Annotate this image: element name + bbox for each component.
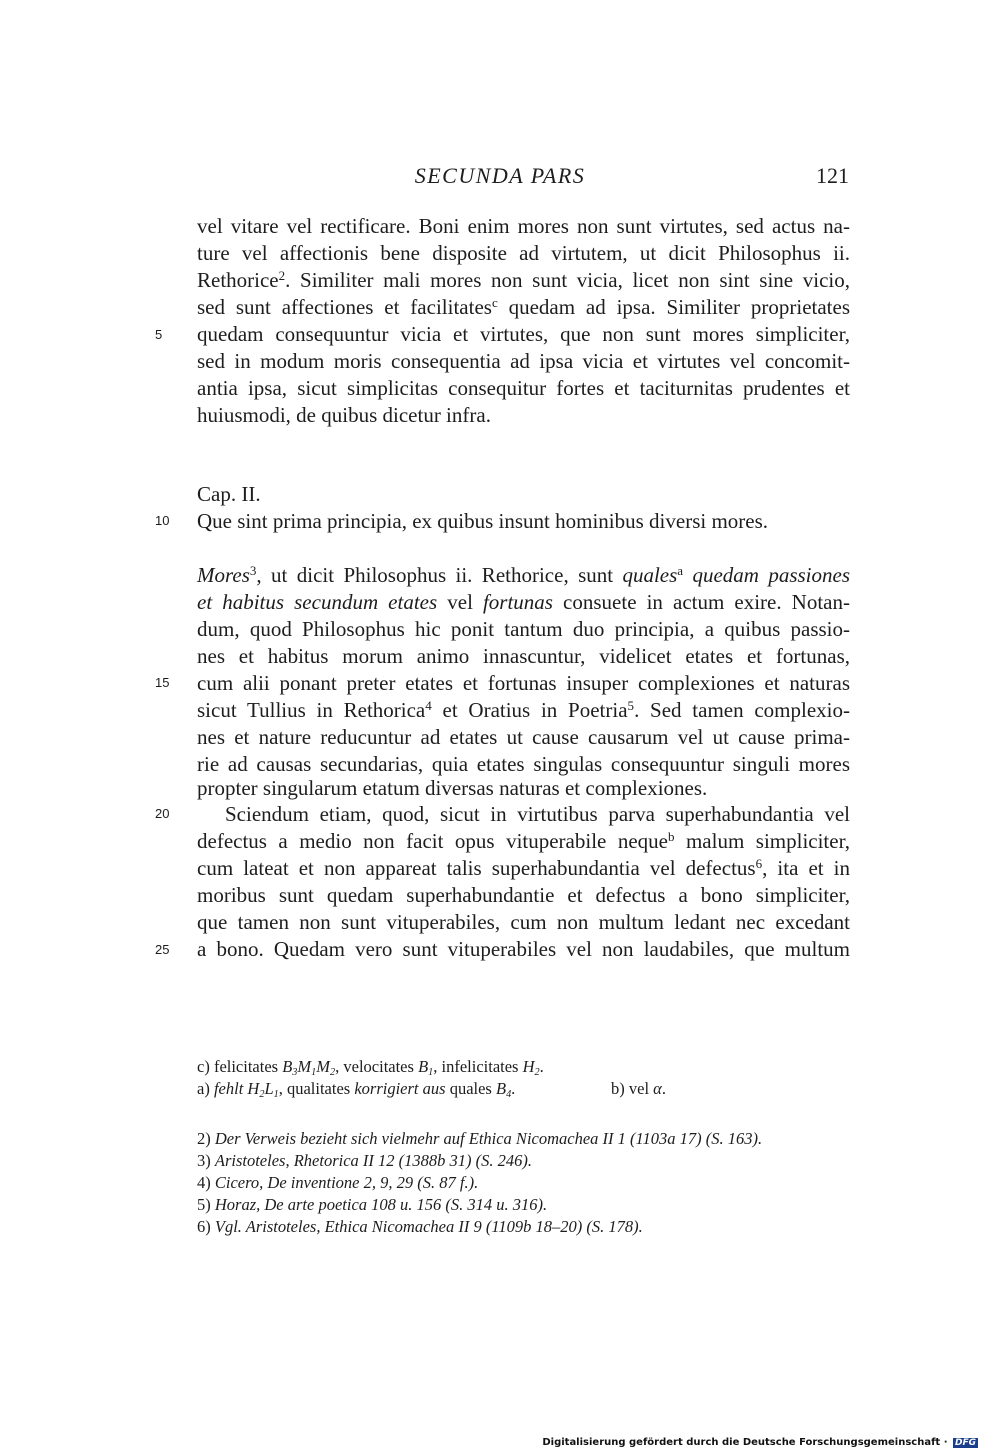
text-line: et habitus secundum etates vel fortunas consuete in actum exire. Notan- bbox=[197, 590, 850, 614]
line-number-15: 15 bbox=[155, 675, 170, 690]
text-line: cum alii ponant preter etates et fortunas insuper complexiones et naturas bbox=[197, 671, 850, 695]
text-line: defectus a medio non facit opus vituperabile neque$^b$ malum simpliciter, bbox=[197, 828, 850, 853]
dfg-logo: DFG bbox=[954, 1438, 976, 1448]
footnote-ref-5: 5 bbox=[627, 697, 635, 713]
text-line: Mores$^3$, ut dicit Philosophus ii. Rethorice, sunt quales$^a$ quedam passiones bbox=[197, 562, 850, 587]
funding-note: Digitalisierung gefördert durch die Deutsche Forschungsgemeinschaft · DFG bbox=[542, 1437, 976, 1448]
text-line: vel vitare vel rectificare. Boni enim mores non sunt virtutes, sed actus na- bbox=[197, 214, 850, 238]
line-number-25: 25 bbox=[155, 942, 170, 957]
text-line: sicut Tullius in Rethorica$^4$ et Oratius in Poetria$^5$. Sed tamen complexio- bbox=[197, 697, 850, 722]
apparatus-ref-c: c bbox=[491, 294, 498, 310]
text-line: moribus sunt quedam superhabundantie et defectus a bono simpliciter, bbox=[197, 883, 850, 907]
text-line: quedam consequuntur vicia et virtutes, que non sunt mores simpliciter, bbox=[197, 322, 850, 346]
text-line: sed sunt affectiones et facilitates$^c$ quedam ad ipsa. Similiter proprietates bbox=[197, 294, 850, 319]
text-line: nes et nature reducuntur ad etates ut cause causarum vel ut cause prima- bbox=[197, 725, 850, 749]
line-number-20: 20 bbox=[155, 806, 170, 821]
apparatus-ref-a: a bbox=[677, 562, 684, 578]
footnote-3: 3) Aristoteles, Rhetorica II 12 (1388b 31) (S. 246). bbox=[197, 1151, 532, 1170]
footnote-ref-3: 3 bbox=[249, 562, 257, 578]
text-line: sed in modum moris consequentia ad ipsa vicia et virtutes vel concomit- bbox=[197, 349, 850, 373]
text-line: antia ipsa, sicut simplicitas consequitur fortes et taciturnitas prudentes et bbox=[197, 376, 850, 400]
footnote-ref-4: 4 bbox=[425, 697, 432, 713]
apparatus-note-c: c) felicitates $B_3M_1M_2$, velocitates $B_1$, infelicitates $H_2$. bbox=[197, 1057, 544, 1079]
line-number-5: 5 bbox=[155, 327, 163, 342]
apparatus-note-b: b) vel α. bbox=[611, 1079, 666, 1098]
apparatus-ref-b: b bbox=[667, 828, 675, 844]
footnote-ref-2: 2 bbox=[278, 267, 286, 283]
apparatus-note-a: a) fehlt $H_2L_1$, qualitates korrigiert aus quales $B_4$. bbox=[197, 1079, 516, 1101]
footnote-6: 6) Vgl. Aristoteles, Ethica Nicomachea II 9 (1109b 18–20) (S. 178). bbox=[197, 1217, 643, 1236]
text-line: dum, quod Philosophus hic ponit tantum duo principia, a quibus passio- bbox=[197, 617, 850, 641]
footnote-2: 2) Der Verweis bezieht sich vielmehr auf Ethica Nicomachea II 1 (1103a 17) (S. 163). bbox=[197, 1129, 763, 1148]
text-line: nes et habitus morum animo innascuntur, videlicet etates et fortunas, bbox=[197, 644, 850, 668]
text-line: ture vel affectionis bene disposite ad virtutem, ut dicit Philosophus ii. bbox=[197, 241, 850, 265]
page-number: 121 bbox=[816, 163, 849, 188]
text-line: que tamen non sunt vituperabiles, cum non multum ledant nec excedant bbox=[197, 910, 850, 934]
running-header: SECUNDA PARS bbox=[414, 163, 586, 188]
text-line: huiusmodi, de quibus dicetur infra. bbox=[197, 403, 491, 427]
text-line: a bono. Quedam vero sunt vituperabiles vel non laudabiles, que multum bbox=[197, 937, 850, 961]
text-line: rie ad causas secundarias, quia etates singulas consequuntur singuli mores bbox=[197, 752, 850, 776]
text-line: Sciendum etiam, quod, sicut in virtutibus parva superhabundantia vel bbox=[225, 802, 850, 826]
text-line: cum lateat et non appareat talis superhabundantia vel defectus$^6$, ita et in bbox=[197, 855, 850, 880]
text-line: Rethorice$^2$. Similiter mali mores non sunt vicia, licet non sint sine vicio, bbox=[197, 267, 850, 292]
line-number-10: 10 bbox=[155, 513, 170, 528]
footnote-ref-6: 6 bbox=[755, 855, 763, 871]
footnote-5: 5) Horaz, De arte poetica 108 u. 156 (S. 314 u. 316). bbox=[197, 1195, 548, 1214]
text-line: propter singularum etatum diversas naturas et complexiones. bbox=[197, 776, 708, 800]
footnote-4: 4) Cicero, De inventione 2, 9, 29 (S. 87 f.). bbox=[197, 1173, 479, 1192]
chapter-number: Cap. II. bbox=[197, 482, 261, 506]
chapter-title: Que sint prima principia, ex quibus insunt hominibus diversi mores. bbox=[197, 509, 769, 533]
